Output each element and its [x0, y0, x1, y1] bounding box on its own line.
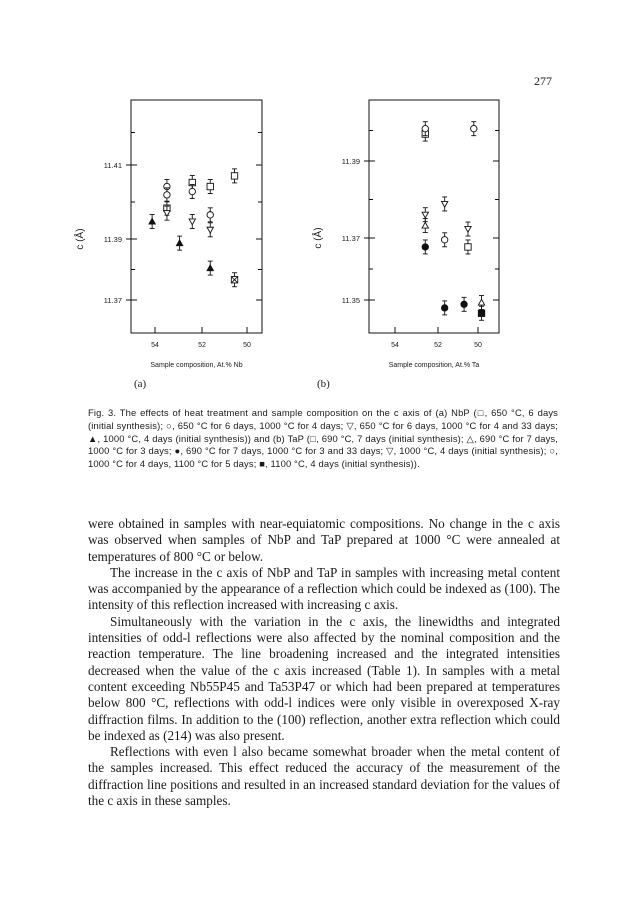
data-point: [465, 244, 471, 250]
data-point: [441, 305, 447, 311]
data-point: [164, 192, 170, 198]
data-point: [478, 299, 484, 305]
body-paragraph: Simultaneously with the variation in the c axis, the linewidths and integrated intensities of odd-l reflections were also affected by the nominal composition and the reaction temperature. The line broadening increased and the integrated intensities decreased when the value of the c axis increased (Table 1). In samples with a metal content exceeding Nb55P45 and Ta53P47 or which had been prepared at temperatures below 800 °C, reflections with odd-l indices were only visible in overexposed X-ray diffraction films. In addition to the (100) reflection, another extra reflection which could be indexed as (214) was also present.: [88, 613, 560, 743]
x-tick-label: 50: [243, 342, 251, 349]
x-tick-label: 54: [391, 342, 399, 349]
plot-frame: [369, 100, 499, 333]
y-tick-label: 11.39: [103, 235, 122, 244]
y-axis-label: c (Å): [75, 228, 86, 250]
y-tick-label: 11.35: [341, 296, 360, 305]
plot-frame: [131, 100, 262, 333]
data-point: [465, 226, 471, 232]
body-text: [88, 516, 560, 809]
data-point: [422, 222, 428, 228]
y-axis-label: c (Å): [313, 227, 324, 249]
data-point: [207, 227, 213, 233]
panel-a-label: (a): [134, 378, 147, 390]
chart-panel-b: [311, 100, 499, 369]
data-point: [422, 244, 428, 250]
data-point: [149, 218, 155, 224]
figure-caption: Fig. 3. The effects of heat treatment and sample composition on the c axis of (a) NbP (□, 650 °C, 6 days (initial synthesis); ○, 650 °C for 6 days, 1000 °C for 4 days; ▽, 650 °C for 6 days, 1000 °C for 4 and 33 days; ▲, 1000 °C, 4 days (initial synthesis)) and (b) TaP (□, 690 °C, 7 days (initial synthesis); △, 690 °C for 7 days, 1000 °C for 3 days; ●, 690 °C for 7 days, 1000 °C for 3 and 33 days; ▽, 1000 °C, 4 days (initial synthesis); ○, 1000 °C for 4 days, 1100 °C for 5 days; ■, 1100 °C, 4 days (initial synthesis)).: [88, 407, 558, 470]
data-point: [189, 219, 195, 225]
data-point: [189, 188, 195, 194]
data-point: [441, 201, 447, 207]
data-point: [471, 125, 477, 131]
y-tick-label: 11.37: [103, 296, 122, 305]
data-point: [207, 265, 213, 271]
data-point: [422, 125, 428, 131]
data-point: [461, 301, 467, 307]
x-tick-label: 52: [434, 342, 442, 349]
body-paragraph: Reflections with even l also became somewhat broader when the metal content of the samples increased. This effect reduced the accuracy of the measurement of the diffraction line positions and resulted in an increased standard deviation for the values of the c axis in these samples.: [88, 744, 560, 809]
x-tick-label: 50: [474, 342, 482, 349]
y-tick-label: 11.41: [103, 161, 122, 170]
chart-panel-a: [73, 100, 262, 369]
body-paragraph: The increase in the c axis of NbP and TaP in samples with increasing metal content was accompanied by the appearance of a reflection which could be indexed as (100). The intensity of this reflection increased with increasing c axis.: [88, 564, 560, 613]
data-point: [478, 310, 484, 316]
y-tick-label: 11.37: [341, 234, 360, 243]
y-tick-label: 11.39: [341, 157, 360, 166]
panel-b-label: (b): [317, 378, 330, 390]
data-point: [422, 212, 428, 218]
data-point: [441, 237, 447, 243]
x-tick-label: 52: [198, 342, 206, 349]
data-point: [176, 240, 182, 246]
page-number: 277: [534, 74, 552, 88]
data-point: [207, 183, 213, 189]
x-axis-label: Sample composition, At.% Nb: [150, 362, 243, 369]
figure-3: [0, 0, 624, 400]
data-point: [207, 212, 213, 218]
x-tick-label: 54: [151, 342, 159, 349]
body-paragraph: were obtained in samples with near-equiatomic compositions. No change in the c axis was observed when samples of NbP and TaP prepared at 1000 °C were annealed at temperatures of 800 °C or below.: [88, 516, 560, 564]
figure-3-plots: [0, 0, 624, 400]
data-point: [231, 173, 237, 179]
x-axis-label: Sample composition, At.% Ta: [388, 362, 480, 369]
